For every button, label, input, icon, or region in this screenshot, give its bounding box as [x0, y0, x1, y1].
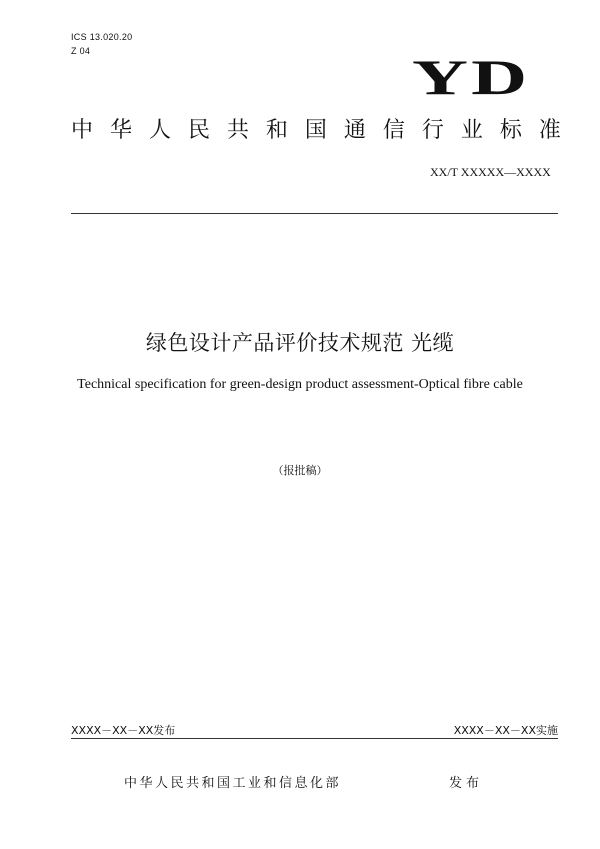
issue-date: XXXX－XX－XX发布: [71, 724, 176, 737]
standard-name-char: 中: [71, 118, 94, 143]
issuing-authority: 中华人民共和国工业和信息化部: [124, 776, 342, 791]
issue-label: 发布: [449, 776, 484, 791]
standard-name-char: 通: [343, 118, 366, 143]
standard-name-char: 行: [421, 118, 444, 143]
standard-name-char: 共: [226, 118, 249, 143]
standard-name-char: 华: [109, 118, 132, 143]
draft-status: （报批稿）: [272, 464, 328, 477]
standard-category-name: [71, 116, 561, 146]
document-title-english: Technical specification for green-design product assessment-Optical fibre cable: [77, 377, 523, 392]
standard-name-char: 民: [187, 118, 210, 143]
bottom-divider: [71, 738, 558, 739]
standard-name-char: 人: [148, 118, 171, 143]
standard-name-char: 标: [499, 118, 522, 143]
document-title-chinese: 绿色设计产品评价技术规范 光缆: [145, 331, 455, 355]
standard-name-char: 和: [265, 118, 288, 143]
yd-logo: YD: [412, 49, 531, 105]
standard-name-char: 国: [304, 118, 327, 143]
standard-name-char: 信: [382, 118, 405, 143]
standard-name-char: 准: [538, 118, 561, 143]
ccs-code: Z 04: [71, 46, 91, 56]
standard-name-char: 业: [460, 118, 483, 143]
standard-number: XX/T XXXXX—XXXX: [430, 165, 551, 179]
implementation-date: XXXX－XX－XX实施: [453, 724, 558, 737]
top-divider: [71, 213, 558, 214]
ics-code: ICS 13.020.20: [71, 32, 133, 42]
